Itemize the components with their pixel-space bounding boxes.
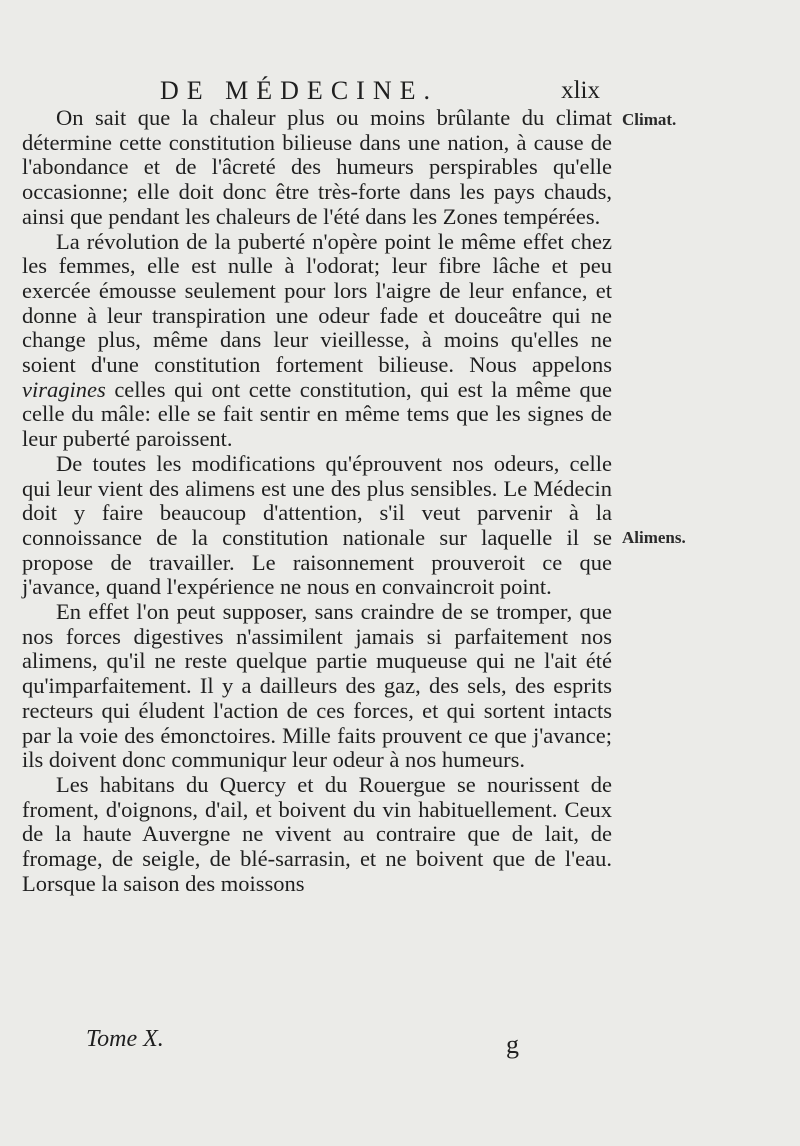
paragraph-puberte-femmes (22, 230, 612, 452)
paragraph-alimens: De toutes les modifications qu'éprouvent nos odeurs, celle qui leur vient des alimens est une des plus sensibles. Le Médecin doit y faire beaucoup d'attention, s'il veut parvenir à la connoissance de la constitution nationale sur laquelle il se propose de travailler. Le raisonnement prouveroit ce que j'avance, quand l'expérience ne nous en convaincroit point. (22, 450, 612, 600)
paragraph-text: celles qui ont cette constitution, qui est la même que celle du mâle: elle se fait sentir en même tems que les signes de leur puberté paroissent. (22, 376, 612, 452)
paragraph-text: La révolution de la puberté n'opère point le même effet chez les femmes, elle est nulle à l'odorat; leur fibre lâche et peu exercée émousse seulement pour lors l'aigre de leur enfance, et donne à leur transpiration une odeur fade et douceâtre qui ne change plus, même dans leur vieillesse, à moins qu'elles ne soient d'une constitution fortement bilieuse. Nous appelons (22, 228, 612, 378)
page-number: xlix (561, 77, 600, 104)
running-head (160, 74, 600, 108)
paragraph-forces-digestives: En effet l'on peut supposer, sans craindre de se tromper, que nos forces digestives n'assimilent jamais si parfaitement nos alimens, qu'il ne reste quelque partie muqueuse qui ne l'ait été qu'imparfaitement. Il y a dailleurs des gaz, des sels, des esprits recteurs qui éludent l'action de ces forces, et qui sortent intacts par la voie des émonctoires. Mille faits prouvent ce que j'avance; ils doivent donc communiqur leur odeur à nos humeurs. (22, 599, 612, 773)
italic-term: viragines (22, 376, 106, 402)
running-head-title: DE MÉDECINE. (160, 76, 438, 105)
body-text (22, 106, 612, 897)
volume-label: Tome X. (86, 1026, 164, 1052)
margin-note-alimens: Alimens. (622, 528, 686, 547)
margin-note-climat: Climat. (622, 110, 677, 129)
paragraph-habitans: Les habitans du Quercy et du Rouergue se nourissent de froment, d'oignons, d'ail, et boivent du vin habituellement. Ceux de la haute Auvergne ne vivent au contraire que de lait, de fromage, de seigle, de blé-sarrasin, et ne boivent que de l'eau. Lorsque la saison des moissons (22, 771, 612, 896)
signature-mark: g (506, 1030, 519, 1059)
paragraph-climat: On sait que la chaleur plus ou moins brûlante du climat détermine cette constitution bilieuse dans une nation, à cause de l'abondance et de l'âcreté des humeurs perspirables qu'elle occasionne; elle doit donc être très-forte dans les pays chauds, ainsi que pendant les chaleurs de l'été dans les Zones tempérées. (22, 105, 612, 229)
